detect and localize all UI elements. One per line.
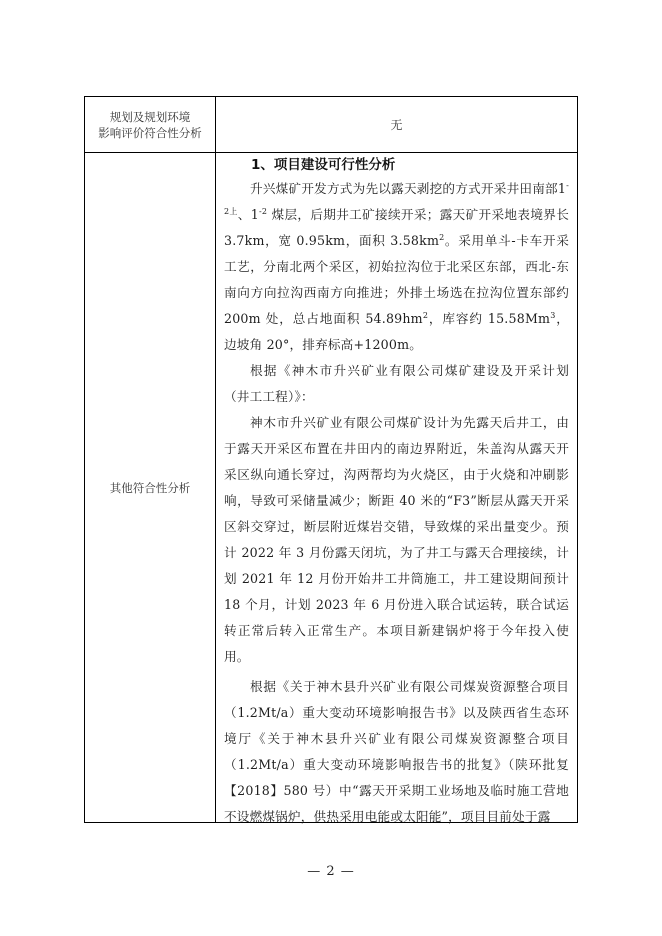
- section-heading: 1、项目建设可行性分析: [251, 157, 396, 173]
- row-content-other: [216, 153, 577, 822]
- row-label-other: 其他符合性分析: [85, 153, 216, 822]
- label-line-1: 规划及规划环境: [109, 109, 191, 124]
- compliance-table: [84, 96, 578, 823]
- paragraph-plan-reference: 根据《神木市升兴矿业有限公司煤矿建设及开采计划（井工工程）》：: [224, 363, 569, 404]
- paragraph-eia-approval: 根据《关于神木县升兴矿业有限公司煤炭资源整合项目（1.2Mt/a）重大变动环境影响报告书》以及陕西省生态环境厅《关于神木县升兴矿业有限公司煤炭资源整合项目（1.2Mt/a）重大变动环境影响报告书的批复》（陕环批复【2018】580 号）中“露天开采期工业场地及临时施工营地不设燃煤锅炉，供热采用电能或太阳能”，项目目前处于露: [224, 679, 569, 824]
- paragraph-design-schedule: 神木市升兴矿业有限公司煤矿设计为先露天后井工，由于露天开采区布置在井田内的南边界附近，朱盖沟从露天开采区纵向通长穿过，沟两帮均为火烧区，由于火烧和冲刷影响，导致可采储量减少；断距 40 米的“F3”断层从露天开采区斜交穿过，断层附近煤岩交错，导致煤的采出量变少。预计 2022 年 3 月份露天闭坑，为了井工与露天合理接续，计划 2021 年 12 月份开始井工井筒施工，井工建设期间预计 18 个月，计划 2023 年 6 月份进入联合试运转，联合试运转正常后转入正常生产。本项目新建锅炉将于今年投入使用。: [224, 415, 569, 664]
- row-label-planning: [85, 97, 216, 152]
- page-number: — 2 —: [307, 864, 355, 879]
- row-value-planning: 无: [390, 118, 403, 132]
- paragraph-mining-method: 升兴煤矿开发方式为先以露天剥挖的方式开采井田南部$1^{-2上}$、$1^{-2}$ 煤层，后期井工矿接续开采；露天矿开采地表境界长 3.7km，宽 0.95km，面积 $3.58km^2$。采用单斗-卡车开采工艺，分南北两个采区，初始拉沟位于北采区东部，西北-东南向方向拉沟西南方向推进；外排土场选在拉沟位置东部约 200m 处，总占地面积 $54.89hm^2$，库容约 15.58Mm$^3$，边坡角 20°，排弃标高+1200m。: [224, 180, 570, 352]
- label-line-2: 影响评价符合性分析: [98, 125, 202, 140]
- table-row-planning: [85, 97, 577, 153]
- table-row-other: [85, 153, 577, 822]
